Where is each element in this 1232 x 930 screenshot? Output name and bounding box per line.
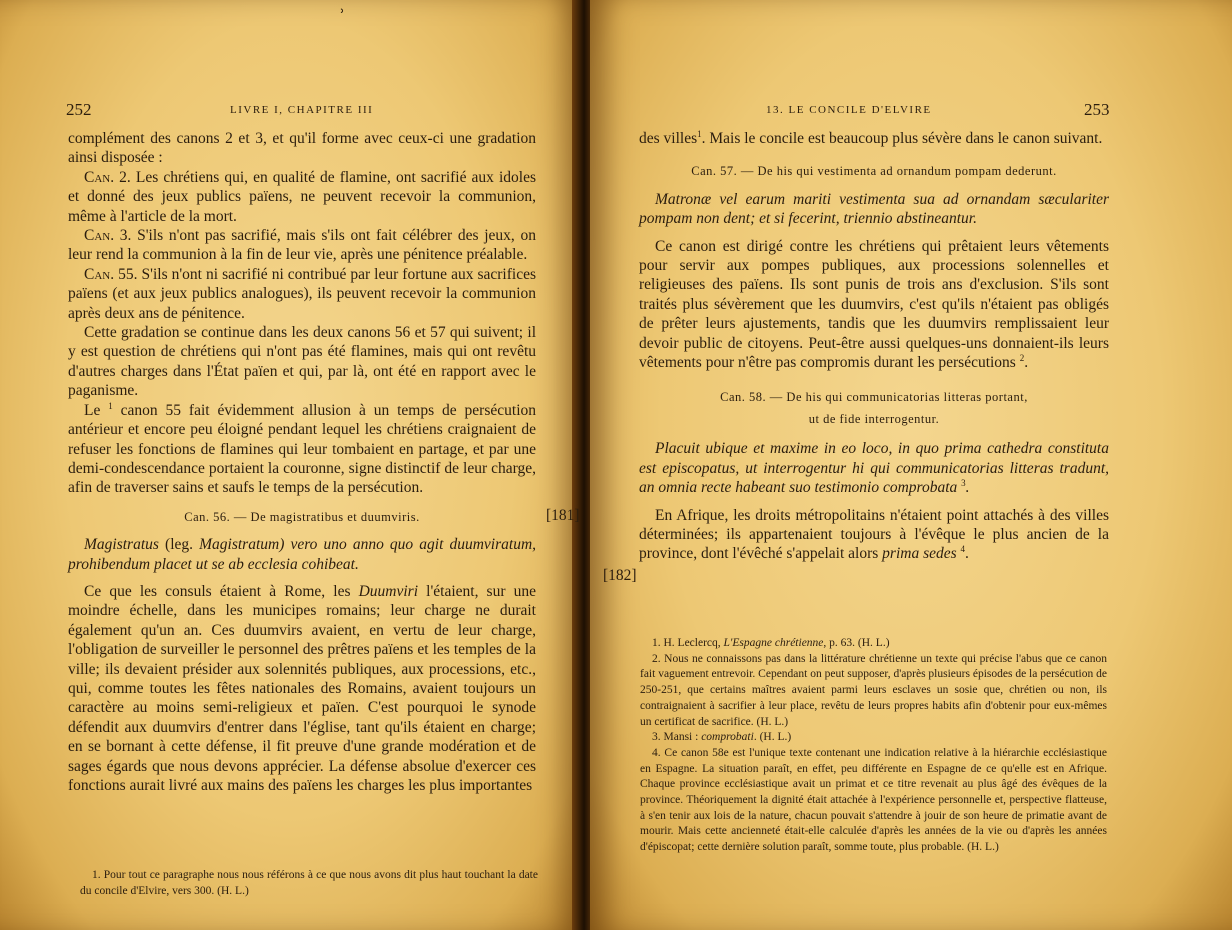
- text: . (H. L.): [753, 731, 792, 744]
- text: Ce que les consuls étaient à Rome, les: [84, 582, 351, 600]
- paragraph-text: Les chrétiens qui, en qualité de flamine, ont sacrifié aux idoles et donné des jeux publics païens, ne peuvent recevoir la communion, même à l'article de la mort.: [68, 168, 537, 225]
- footnote-marker: 4: [960, 544, 966, 555]
- footnotes: [80, 868, 538, 899]
- text: canon 55 fait évidemment allusion à un temps de persécution antérieur et encore peu éloigné pendant lequel les chrétiens craignaient de refuser les fonctions de flamines qui leur tombaient en partage, et par une demi-condescendance portaient la couronne, signe distinctif de leur charge, afin de traverser sains et saufs le temps de la persécution.: [68, 401, 536, 497]
- text: comprobati: [701, 731, 754, 744]
- paragraph: [639, 237, 1109, 373]
- text: 1. H. Leclercq,: [652, 637, 721, 649]
- canon-57-latin: Matronæ vel earum mariti vestimenta sua ad ornandam sæculariter pompam non dent; et si fecerint, triennio abstineantur.: [639, 190, 1109, 228]
- text: L'Espagne chrétienne: [723, 637, 824, 649]
- canon-57-heading: Can. 57. — De his qui vestimenta ad ornandum pompam dederunt.: [691, 164, 1057, 179]
- left-body-text: [68, 129, 536, 795]
- text: Magistratum): [199, 536, 285, 554]
- paragraph-text: S'ils n'ont pas sacrifié, mais s'ils ont fait célébrer des jeux, on leur rend la communion à la fin de leur vie, après une pénitence préalable.: [68, 227, 536, 264]
- canon-55-paragraph: [68, 265, 536, 323]
- text: En Afrique, les droits métropolitains n'étaient point attachés à des villes déterminées; ils appartenaient toujours à l'évêque le plus ancien de la province, dont l'évêché s'appelait alors: [639, 506, 1109, 563]
- right-body-text: [639, 129, 1109, 564]
- canon-label: Can. 2.: [84, 168, 131, 186]
- footnote-marker: 3: [961, 477, 966, 488]
- canon-3-paragraph: [68, 226, 536, 265]
- text: Duumviri: [358, 582, 419, 600]
- footnote-1: 1. Pour tout ce paragraphe nous nous référons à ce que nous avons dit plus haut touchant la date du concile d'Elvire, vers 300. (H. L.): [80, 869, 538, 897]
- paragraph: [639, 506, 1109, 564]
- text: Magistratus: [84, 536, 159, 554]
- text: 3. Mansi :: [652, 731, 699, 744]
- canon-label: Can. 3.: [84, 227, 132, 245]
- running-head: 13. LE CONCILE D'ELVIRE: [766, 104, 932, 116]
- text: Ce canon est dirigé contre les chrétiens qui prêtaient leurs vêtements pour servir aux pompes publiques, aux processions solennelles et religieuses des païens. Ils sont punis de trois ans d'exclusion. S'ils sont traités plus sévèrement que les duumvirs, c'est qu'ils n'étaient pas obligés de prêter leurs ajustements, tandis que les duumvirs remplissaient leur devoir public de citoyens. Peut-être aussi quelques-uns donnaient-ils leurs vêtements pour n'être pas compromis durant les persécutions: [639, 237, 1109, 372]
- canon-56-heading: Can. 56. — De magistratibus et duumviris.: [184, 509, 420, 524]
- text: .: [965, 545, 969, 563]
- right-page: [590, 0, 1232, 930]
- text: Placuit ubique et maxime in eo loco, in quo prima cathedra constituta est episcopatus, ut interrogentur hi qui communicatorias litteras tradunt, an omnia recte habeant suo testimonio comprobata: [639, 440, 1109, 497]
- text: vero uno anno quo agit duumviratum, prohibendum placet ut se ab ecclesia cohibeat.: [68, 536, 537, 573]
- text: des villes: [639, 130, 698, 147]
- text: . Mais le concile est beaucoup plus sévère dans le canon suivant.: [701, 130, 1103, 147]
- canon-label: Can. 55.: [84, 265, 138, 283]
- paragraph: [68, 401, 536, 498]
- footnote-1: [640, 636, 1107, 652]
- canon-58-latin: [639, 439, 1109, 497]
- text: (leg.: [165, 536, 194, 554]
- paragraph-text: S'ils n'ont ni sacrifié ni contribué par leur fortune aux sacrifices païens (et aux jeux publics analogues), ils peuvent recevoir la communion après deux ans de pénitence.: [68, 265, 537, 322]
- footnote-marker: 1: [108, 400, 113, 411]
- page-number: 252: [66, 100, 92, 119]
- canon-2-paragraph: [68, 168, 536, 226]
- text: .: [1024, 354, 1029, 372]
- footnotes: [640, 636, 1107, 856]
- footnote-marker: 2: [1019, 352, 1025, 363]
- paragraph: Cette gradation se continue dans les deux canons 56 et 57 qui suivent; il y est question de chrétiens qui n'ont pas été flamines, mais qui ont revêtu d'autres charges dans l'État païen et qui, par là, ont été en rapport avec le paganisme.: [68, 324, 536, 400]
- paragraph: [639, 129, 1109, 148]
- canon-56-latin: [68, 535, 536, 574]
- text: l'étaient, sur une moindre échelle, dans les municipes romains; leur charge ne durait également qu'un an. Ces duumvirs avaient, en vertu de leur charge, l'obligation de surveiller le personnel des prêtres païens et les temples de la ville; ils devaient présider aux solennités publiques, aux processions, etc., qui, comme toutes les fêtes nationales des Romains, avaient toujours un caractère au moins semi-religieux et païen. C'est pourquoi le synode défendit aux duumvirs d'entrer dans l'église, tant qu'ils étaient en charge; en se bornant à cette défense, il fit preuve d'une grande modération et de sages égards que nous devons apprécier. La défense absolue d'exercer ces fonctions aurait livré aux mains des païens les charges les plus importantes: [68, 582, 537, 794]
- canon-58-heading-line-1: Can. 58. — De his qui communicatorias litteras portant,: [720, 390, 1028, 405]
- footnote-2: 2. Nous ne connaissons pas dans la littérature chrétienne un texte qui précise l'abus que ce canon fait vaguement entrevoir. Cependant on peut supposer, d'après plusieurs épisodes de la persécution de 250-251, que certains maîtres avaient parmi leurs esclaves un sosie que, chrétien ou non, ils contraignaient à sacrifier à leur place, revêtu de leurs propres habits afin d'obtenir pour eux-mêmes un certificat de sacrifice. (H. L.): [640, 652, 1107, 728]
- paragraph: complément des canons 2 et 3, et qu'il forme avec ceux-ci une gradation ainsi disposée :: [68, 130, 536, 167]
- footnote-marker: 1: [697, 128, 702, 139]
- text: prima sedes: [882, 545, 957, 563]
- margin-reference-182: [182]: [603, 567, 637, 584]
- footnote-4: 4. Ce canon 58e est l'unique texte contenant une indication relative à la hiérarchie ecclésiastique en Espagne. La situation paraît, en effet, peu différente en Espagne de ce qu'elle est en Afrique. Chaque province ecclésiastique avait un primat et ce titre revenait au plus âgé des évêques de la province. Théoriquement la dignité était attachée à l'expérience personnelle et, perspective flatteuse, à s'en tenir aux lois de la nature, chacun pouvait s'attendre à jouir de son heure de primatie avant de mourir. Mais cette ancienneté était-elle calculée d'après les années de la vie ou d'après les années d'épiscopat; cette dernière solution paraît, somme toute, plus probable. (H. L.): [640, 746, 1107, 854]
- ink-speck: ʾ: [340, 6, 345, 25]
- page-number: 253: [1084, 100, 1110, 119]
- paragraph: [68, 582, 536, 795]
- left-page: [0, 0, 580, 930]
- running-head: LIVRE I, CHAPITRE III: [230, 104, 374, 116]
- text: , p. 63. (H. L.): [823, 637, 890, 649]
- text: .: [965, 479, 970, 497]
- footnote-3: [640, 730, 1107, 746]
- text: Le: [84, 401, 101, 419]
- margin-reference-181: [181]: [546, 507, 580, 524]
- canon-58-heading-line-2: ut de fide interrogentur.: [808, 411, 940, 426]
